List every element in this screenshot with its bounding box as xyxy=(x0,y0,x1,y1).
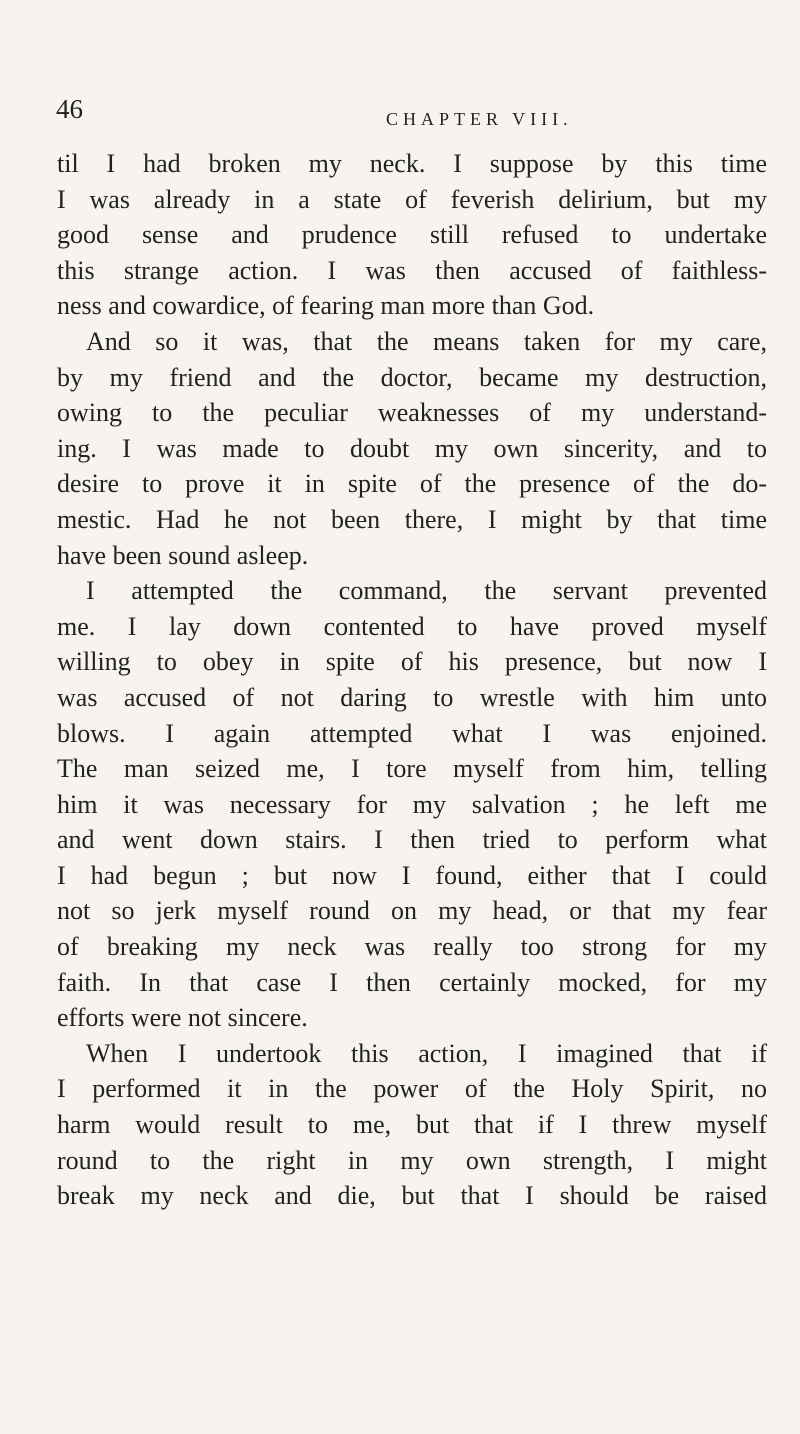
text-line: round to the right in my own strength, I might xyxy=(57,1145,767,1175)
text-line: harm would result to me, but that if I threw myself xyxy=(57,1110,767,1140)
text-line: desire to prove it in spite of the presence of the do- xyxy=(57,469,767,499)
text-line: was accused of not daring to wrestle with him unto xyxy=(57,682,767,712)
text-line: I was already in a state of feverish delirium, but my xyxy=(57,184,767,214)
text-line: and went down stairs. I then tried to perform what xyxy=(57,825,767,855)
text-line: owing to the peculiar weaknesses of my understand- xyxy=(57,398,767,428)
text-line: have been sound asleep. xyxy=(57,540,309,570)
text-line: ness and cowardice, of fearing man more than God. xyxy=(57,291,595,321)
page-number: 46 xyxy=(56,94,83,124)
running-head: CHAPTER VIII. xyxy=(386,109,573,129)
text-line: And so it was, that the means taken for my care, xyxy=(86,326,767,356)
text-line: When I undertook this action, I imagined that if xyxy=(86,1038,767,1068)
text-line: til I had broken my neck. I suppose by this time xyxy=(57,149,767,178)
text-line: mestic. Had he not been there, I might by that time xyxy=(57,504,767,534)
text-line: ing. I was made to doubt my own sincerity, and to xyxy=(57,433,767,463)
text-line: faith. In that case I then certainly mocked, for my xyxy=(57,967,767,997)
text-line: by my friend and the doctor, became my destruction, xyxy=(57,362,767,392)
text-line: of breaking my neck was really too strong for my xyxy=(57,932,767,962)
body-text xyxy=(57,146,767,1214)
text-line: me. I lay down contented to have proved myself xyxy=(57,611,767,641)
text-line: The man seized me, I tore myself from him, telling xyxy=(57,754,767,784)
text-line: I attempted the command, the servant prevented xyxy=(86,576,767,606)
text-line: I had begun ; but now I found, either that I could xyxy=(57,860,767,890)
text-line: willing to obey in spite of his presence, but now I xyxy=(57,647,767,677)
text-line: break my neck and die, but that I should be raised xyxy=(57,1181,767,1211)
text-line: efforts were not sincere. xyxy=(57,1003,308,1033)
text-line: him it was necessary for my salvation ; he left me xyxy=(57,789,767,819)
text-line: good sense and prudence still refused to undertake xyxy=(57,220,767,250)
text-line: this strange action. I was then accused of faithless- xyxy=(57,255,767,285)
text-line: I performed it in the power of the Holy Spirit, no xyxy=(57,1074,767,1104)
text-line: not so jerk myself round on my head, or that my fear xyxy=(57,896,767,926)
text-line: blows. I again attempted what I was enjoined. xyxy=(57,718,767,748)
